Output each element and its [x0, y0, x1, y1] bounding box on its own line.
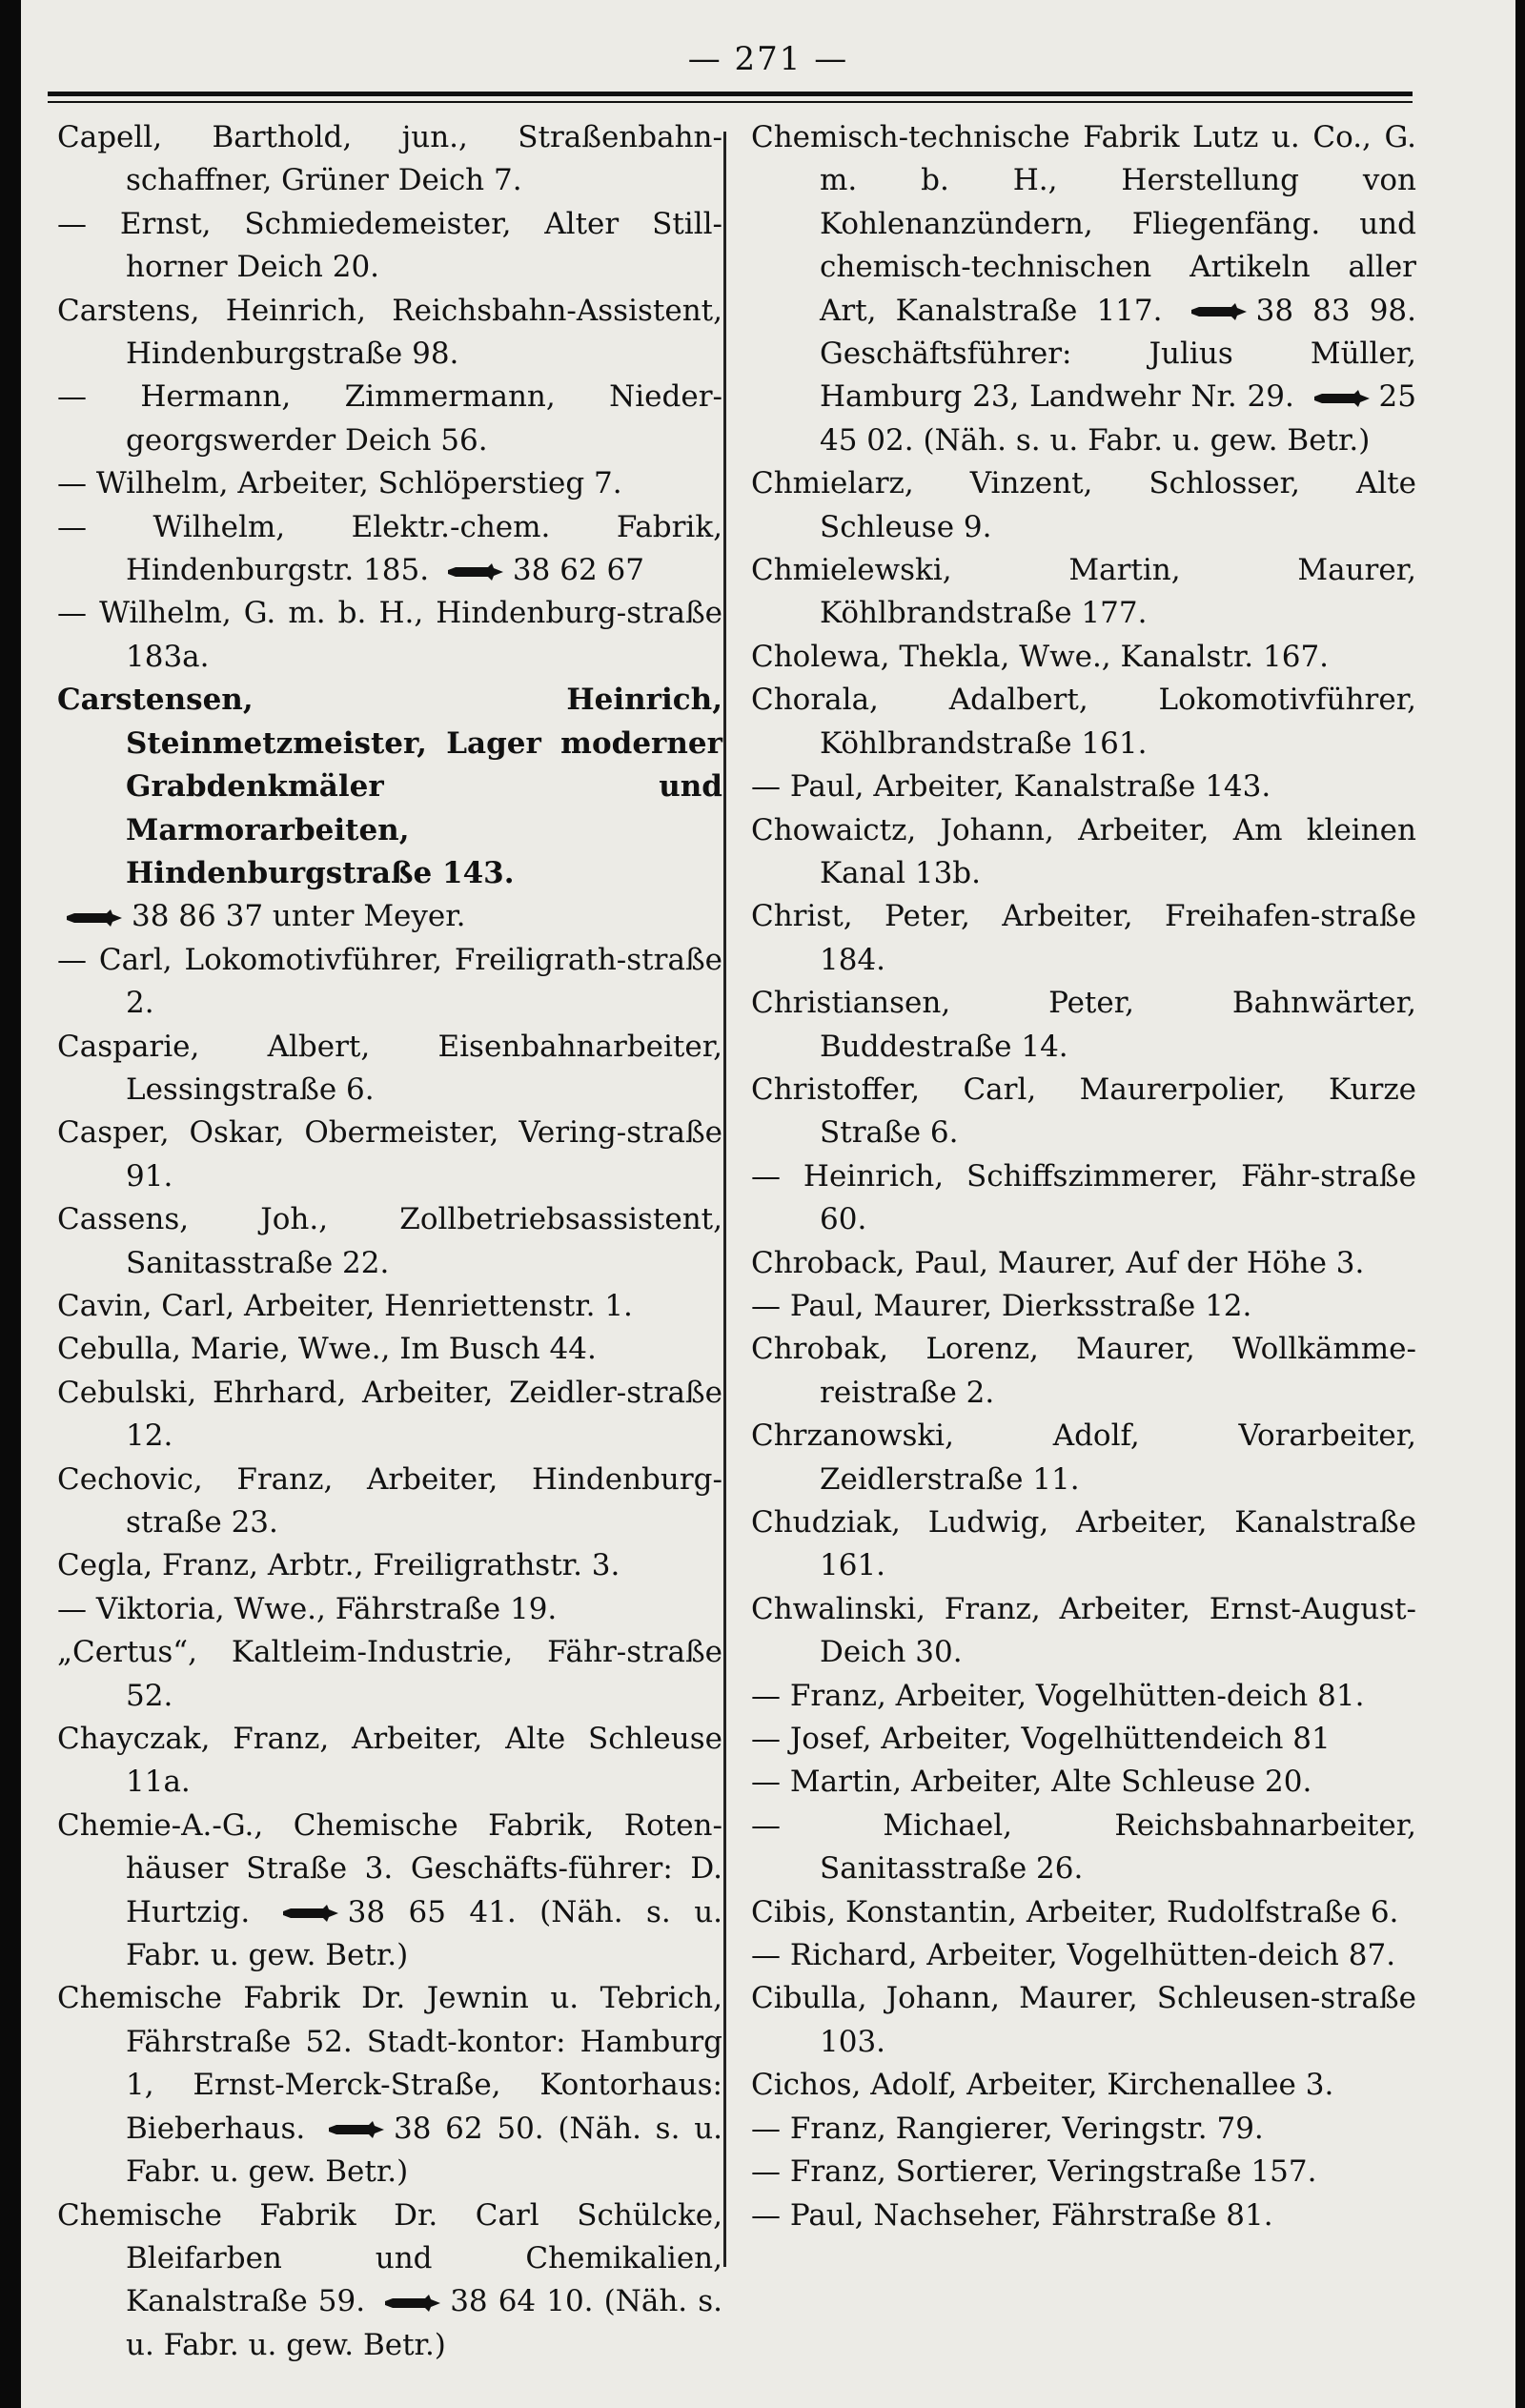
entry-text: Cechovic, Franz, Arbeiter, Hindenburg-straße 23.: [57, 1461, 722, 1540]
directory-entry: [57, 1544, 722, 1587]
directory-entry: [751, 895, 1416, 982]
directory-entry: [751, 1891, 1416, 1934]
entry-text: Casper, Oskar, Obermeister, Vering-straße 91.: [57, 1115, 722, 1194]
directory-entry: [57, 203, 722, 290]
entry-text: Cibulla, Johann, Maurer, Schleusen-straße 103.: [751, 1981, 1416, 2059]
entry-text: Cibis, Konstantin, Arbeiter, Rudolfstraße 6.: [751, 1894, 1399, 1929]
entry-text: „Certus“, Kaltleim-Industrie, Fähr-straße 52.: [57, 1635, 722, 1713]
directory-entry: [751, 1934, 1416, 1977]
entry-text: — Josef, Arbeiter, Vogelhüttendeich 81: [751, 1722, 1331, 1757]
directory-entry: [751, 2108, 1416, 2151]
entry-text: Chemie-A.-G., Chemische Fabrik, Roten-häuser Straße 3. Geschäfts-führer: D. Hurtzig.: [57, 1807, 722, 1929]
directory-entry: [751, 1328, 1416, 1415]
directory-entry: [57, 1112, 722, 1198]
directory-entry: [751, 1588, 1416, 1675]
entry-text: Chrzanowski, Adolf, Vorarbeiter, Zeidlerstraße 11.: [751, 1418, 1416, 1497]
entry-phone: 38 83 98.: [1255, 293, 1416, 328]
entry-text: — Hermann, Zimmermann, Nieder-georgswerder Deich 56.: [57, 379, 722, 458]
entry-text: — Paul, Arbeiter, Kanalstraße 143.: [751, 769, 1271, 805]
entry-suffix2: (Näh. s. u. Fabr. u. gew. Betr.): [923, 422, 1371, 458]
telephone-icon: [65, 908, 124, 928]
left-column: [57, 116, 722, 2367]
directory-entry: [751, 116, 1416, 462]
entry-text: — Viktoria, Wwe., Fährstraße 19.: [57, 1591, 558, 1626]
entry-text: Cebulski, Ehrhard, Arbeiter, Zeidler-straße 12.: [57, 1375, 722, 1454]
directory-entry: [751, 1501, 1416, 1588]
telephone-icon: [383, 2294, 442, 2313]
entry-text: — Franz, Sortierer, Veringstraße 157.: [751, 2154, 1317, 2190]
entry-text: Chemische Fabrik Dr. Carl Schülcke, Bleifarben und Chemikalien, Kanalstraße 59.: [57, 2197, 722, 2319]
entry-text: Cegla, Franz, Arbtr., Freiligrathstr. 3.: [57, 1548, 620, 1583]
telephone-icon: [281, 1904, 340, 1923]
directory-entry: [57, 1718, 722, 1805]
entry-text: Chmielewski, Martin, Maurer, Köhlbrandstraße 177.: [751, 553, 1416, 631]
entry-phone: 38 62 50.: [393, 2111, 544, 2146]
directory-entry: [57, 1631, 722, 1718]
entry-text: Chwalinski, Franz, Arbeiter, Ernst-August-Deich 30.: [751, 1591, 1416, 1670]
entry-text: Chemisch-technische Fabrik Lutz u. Co., G. m. b. H., Herstellung von Kohlenanzündern, Fliegenfäng. und chemisch-technischen Artikeln aller Art, Kanalstraße 117.: [751, 120, 1416, 328]
page-number: — 271 —: [687, 40, 849, 78]
entry-text: Chemische Fabrik Dr. Jewnin u. Tebrich, Fährstraße 52. Stadt-kontor: Hamburg 1, Ernst-Merck-Straße, Kontorhaus: Bieberhaus.: [57, 1981, 722, 2146]
entry-text: Chmielarz, Vinzent, Schlosser, Alte Schleuse 9.: [751, 466, 1416, 544]
directory-entry: [57, 462, 722, 505]
entry-text: Carstens, Heinrich, Reichsbahn-Assistent, Hindenburgstraße 98.: [57, 293, 722, 372]
directory-entry: [57, 1328, 722, 1371]
directory-entry: [57, 506, 722, 593]
directory-entry: [57, 1026, 722, 1112]
entry-suffix: unter Meyer.: [272, 899, 466, 934]
directory-entry: [57, 376, 722, 462]
header-rule: [48, 92, 1413, 103]
directory-entry: [57, 1977, 722, 2194]
directory-entry: [751, 1069, 1416, 1155]
directory-entry: [751, 1242, 1416, 1285]
telephone-icon: [327, 2120, 386, 2139]
directory-entry: [57, 939, 722, 1026]
directory-entry: [57, 116, 722, 203]
directory-entry: [57, 679, 722, 895]
directory-entry: [57, 1285, 722, 1328]
directory-entry: [57, 1372, 722, 1459]
entry-text: — Wilhelm, G. m. b. H., Hindenburg-straße 183a.: [57, 596, 722, 674]
entry-text: — Wilhelm, Elektr.-chem. Fabrik, Hindenburgstr. 185.: [57, 509, 722, 588]
entry-text: — Paul, Maurer, Dierksstraße 12.: [751, 1288, 1252, 1323]
entry-text: Chroback, Paul, Maurer, Auf der Höhe 3.: [751, 1245, 1365, 1280]
entry-text: Carstensen, Heinrich, Steinmetzmeister, Lager moderner Grabdenkmäler und Marmorarbeiten, Hindenburgstraße 143.: [57, 683, 722, 890]
directory-entry: [57, 592, 722, 679]
telephone-icon: [1312, 389, 1372, 408]
entry-text: — Heinrich, Schiffszimmerer, Fähr-straße 60.: [751, 1158, 1416, 1237]
entry-text: Chudziak, Ludwig, Arbeiter, Kanalstraße 161.: [751, 1505, 1416, 1583]
directory-entry: [751, 2151, 1416, 2194]
entry-phone: 38 65 41.: [347, 1894, 517, 1929]
directory-entry: [751, 1805, 1416, 1891]
entry-text: Casparie, Albert, Eisenbahnarbeiter, Lessingstraße 6.: [57, 1029, 722, 1107]
entry-suffix: (Näh. s. u. Fabr. u. gew. Betr.): [126, 2111, 723, 2190]
entry-text: Capell, Barthold, jun., Straßenbahn-schaffner, Grüner Deich 7.: [57, 120, 722, 198]
directory-entry: [751, 549, 1416, 636]
entry-text: — Franz, Arbeiter, Vogelhütten-deich 81.: [751, 1678, 1365, 1713]
telephone-icon: [1190, 302, 1249, 321]
entry-text: Cebulla, Marie, Wwe., Im Busch 44.: [57, 1332, 597, 1367]
entry-text: Cassens, Joh., Zollbetriebsassistent, Sanitasstraße 22.: [57, 1202, 722, 1280]
directory-entry: [751, 1155, 1416, 1242]
entry-text: Chrobak, Lorenz, Maurer, Wollkämme-reistraße 2.: [751, 1332, 1416, 1410]
directory-entry: [57, 1805, 722, 1978]
entry-suffix: (Näh. s. u. Fabr. u. gew. Betr.): [126, 2284, 722, 2362]
entry-text: — Wilhelm, Arbeiter, Schlöperstieg 7.: [57, 466, 622, 501]
entry-phone: 38 62 67: [512, 553, 644, 588]
directory-entry: [751, 1761, 1416, 1804]
entry-text: — Michael, Reichsbahnarbeiter, Sanitasstraße 26.: [751, 1807, 1416, 1887]
directory-entry: [57, 1459, 722, 1545]
directory-entry: [751, 765, 1416, 808]
entry-text: — Franz, Rangierer, Veringstr. 79.: [751, 2111, 1264, 2146]
directory-entry: [57, 2194, 722, 2368]
directory-entry: [751, 1718, 1416, 1761]
entry-text: — Paul, Nachseher, Fährstraße 81.: [751, 2197, 1273, 2233]
entry-text: Chorala, Adalbert, Lokomotivführer, Köhlbrandstraße 161.: [751, 683, 1416, 761]
telephone-icon: [446, 562, 505, 582]
entry-text: — Richard, Arbeiter, Vogelhütten-deich 87.: [751, 1938, 1396, 1973]
directory-entry: [751, 679, 1416, 765]
entry-phone: 38 64 10.: [450, 2284, 594, 2319]
directory-entry: [751, 1977, 1416, 2064]
directory-entry: [751, 2194, 1416, 2237]
right-column: [751, 116, 1416, 2237]
entry-text: — Carl, Lokomotivführer, Freiligrath-straße 2.: [57, 942, 722, 1021]
entry-text: Christoffer, Carl, Maurerpolier, Kurze Straße 6.: [751, 1071, 1416, 1151]
entry-suffix: Geschäftsführer: Julius Müller, Hamburg 23, Landwehr Nr. 29.: [820, 337, 1416, 415]
entry-text: Cavin, Carl, Arbeiter, Henriettenstr. 1.: [57, 1288, 633, 1323]
directory-entry: [57, 1198, 722, 1285]
entry-text: Christiansen, Peter, Bahnwärter, Buddestraße 14.: [751, 986, 1416, 1064]
entry-text: — Ernst, Schmiedemeister, Alter Still-horner Deich 20.: [57, 206, 722, 285]
directory-entry: [751, 809, 1416, 896]
entry-text: Chowaictz, Johann, Arbeiter, Am kleinen Kanal 13b.: [751, 812, 1416, 890]
column-divider: [723, 132, 726, 2267]
directory-entry: [751, 2064, 1416, 2107]
entry-text: Cichos, Adolf, Arbeiter, Kirchenallee 3.: [751, 2068, 1334, 2103]
entry-text: — Martin, Arbeiter, Alte Schleuse 20.: [751, 1765, 1312, 1800]
directory-entry: [751, 462, 1416, 549]
entry-text: Cholewa, Thekla, Wwe., Kanalstr. 167.: [751, 639, 1330, 674]
directory-page: [21, 0, 1515, 2408]
directory-entry: [751, 1675, 1416, 1718]
directory-entry: [751, 636, 1416, 679]
directory-entry: [57, 290, 722, 377]
entry-suffix: (Näh. s. u. Fabr. u. gew. Betr.): [126, 1894, 723, 1973]
directory-entry: [57, 895, 722, 938]
entry-text: Christ, Peter, Arbeiter, Freihafen-straße 184.: [751, 899, 1416, 977]
entry-phone: 38 86 37: [132, 899, 264, 934]
directory-entry: [751, 1285, 1416, 1328]
directory-entry: [57, 1588, 722, 1631]
entry-phone2: 25 45 02.: [820, 379, 1416, 458]
entry-text: Chayczak, Franz, Arbeiter, Alte Schleuse 11a.: [57, 1722, 722, 1800]
directory-entry: [751, 1415, 1416, 1501]
directory-entry: [751, 982, 1416, 1069]
